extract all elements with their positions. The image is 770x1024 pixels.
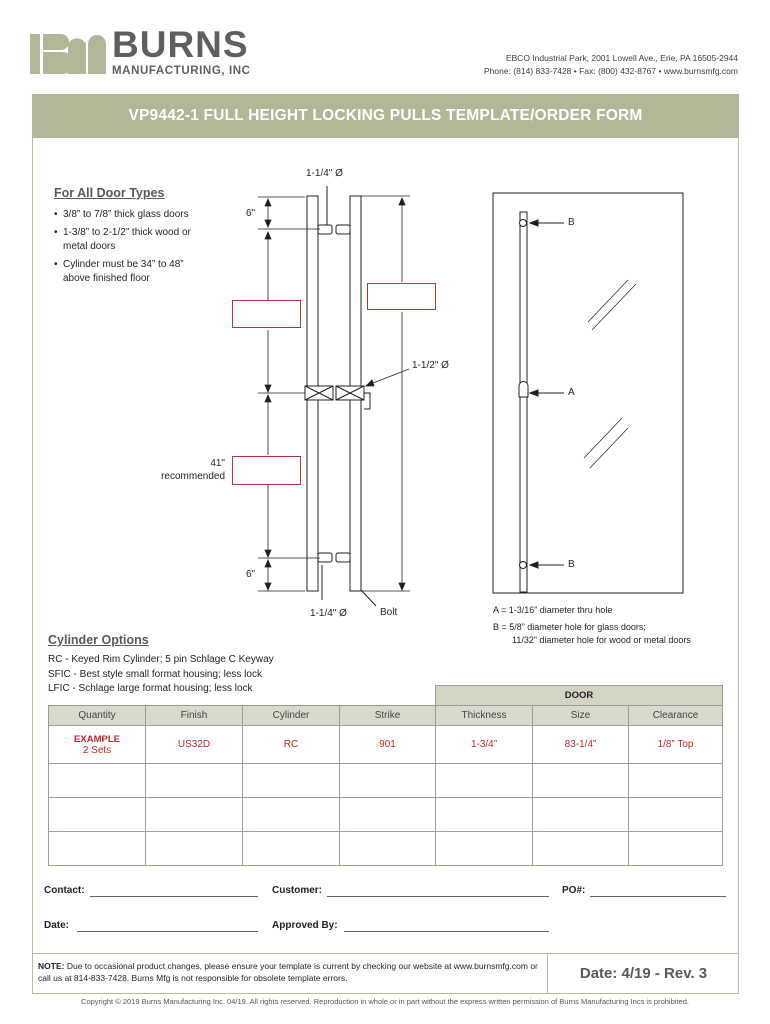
po-label: PO#:	[562, 885, 586, 896]
finish-cell[interactable]	[146, 832, 243, 866]
col-clearance: Clearance	[629, 706, 723, 726]
approved-by-field[interactable]	[344, 931, 549, 932]
bottom-offset-label: 6"	[246, 569, 256, 580]
col-quantity: Quantity	[49, 706, 146, 726]
list-item: • 3/8” to 7/8” thick glass doors	[54, 208, 244, 222]
example-quantity-cell	[49, 726, 146, 764]
template-note	[32, 953, 548, 994]
copyright: Copyright © 2019 Burns Manufacturing Inc. 04/19. All rights reserved. Reproduction in whole or in part without the express written permission of Burns Manufacturing Incs is prohibited.	[81, 997, 689, 1006]
strike-cell[interactable]	[340, 832, 436, 866]
overall-length-entry-box[interactable]	[367, 283, 436, 310]
table-row	[49, 764, 723, 798]
size-cell[interactable]	[533, 764, 629, 798]
example-thickness: 1-3/4”	[436, 726, 533, 764]
cylinder-options-heading: Cylinder Options	[48, 633, 149, 647]
recommended-label: recommended	[161, 471, 225, 482]
table-header-row	[49, 706, 723, 726]
example-quantity: 2 Sets	[82, 744, 112, 756]
hole-b-note: B = 5/8” diameter hole for glass doors;	[493, 622, 646, 632]
table-row	[49, 798, 723, 832]
po-field[interactable]	[590, 896, 726, 897]
table-row	[49, 832, 723, 866]
top-offset-label: 6"	[246, 208, 256, 219]
hole-b-bottom-label: B	[568, 559, 575, 570]
col-cylinder: Cylinder	[243, 706, 340, 726]
col-thickness: Thickness	[436, 706, 533, 726]
lower-entry-box[interactable]	[232, 456, 301, 485]
company-phone-fax-web: Phone: (814) 833-7428 • Fax: (800) 432-8767 • www.burnsmfg.com	[483, 66, 738, 76]
list-item: SFIC - Best style small format housing; less lock	[48, 668, 262, 680]
strike-cell[interactable]	[340, 798, 436, 832]
example-clearance: 1/8” Top	[629, 726, 723, 764]
top-entry-box[interactable]	[232, 300, 301, 328]
date-label: Date:	[44, 920, 70, 931]
door-group-header: DOOR	[436, 686, 723, 706]
example-label: EXAMPLE	[74, 733, 120, 745]
dimension-lines	[258, 196, 410, 591]
pull-handles	[305, 186, 376, 606]
revision-date: Date: 4/19 - Rev. 3	[548, 953, 739, 994]
hole-a-note: A = 1-3/16” diameter thru hole	[493, 605, 613, 615]
quantity-cell[interactable]	[49, 798, 146, 832]
col-strike: Strike	[340, 706, 436, 726]
thickness-cell[interactable]	[436, 764, 533, 798]
size-cell[interactable]	[533, 798, 629, 832]
customer-field[interactable]	[327, 896, 549, 897]
order-table	[48, 685, 723, 866]
bottom-diameter-label: 1-1/4" Ø	[310, 608, 347, 619]
example-strike: 901	[340, 726, 436, 764]
customer-label: Customer:	[272, 885, 323, 896]
cylinder-cell[interactable]	[243, 764, 340, 798]
bolt-label: Bolt	[380, 607, 398, 618]
example-cylinder: RC	[243, 726, 340, 764]
list-item: • 1-3/8” to 2-1/2” thick wood or metal doors	[54, 226, 204, 254]
note-label: NOTE:	[38, 961, 65, 971]
thickness-cell[interactable]	[436, 798, 533, 832]
note-text: Due to occasional product changes, please ensure your template is current by checking our website at www.burnsmfg.com or call us at 814-833-7428. Burns Mfg is not responsible for obsolete template errors.	[38, 961, 538, 983]
date-field[interactable]	[77, 931, 258, 932]
finish-cell[interactable]	[146, 798, 243, 832]
example-size: 83-1/4”	[533, 726, 629, 764]
clearance-cell[interactable]	[629, 798, 723, 832]
hole-b-note-2: 11/32” diameter hole for wood or metal doors	[512, 635, 691, 645]
door-elevation	[493, 193, 683, 593]
approved-by-label: Approved By:	[272, 920, 338, 931]
page-title: VP9442-1 FULL HEIGHT LOCKING PULLS TEMPLATE/ORDER FORM	[32, 94, 739, 138]
mid-diameter-label: 1-1/2" Ø	[412, 360, 449, 371]
company-subtitle: MANUFACTURING, INC	[112, 65, 251, 77]
list-item: RC - Keyed Rim Cylinder; 5 pin Schlage C Keyway	[48, 654, 274, 665]
strike-cell[interactable]	[340, 764, 436, 798]
size-cell[interactable]	[533, 832, 629, 866]
recommended-value-label: 41"	[210, 458, 225, 469]
finish-cell[interactable]	[146, 764, 243, 798]
contact-label: Contact:	[44, 885, 85, 896]
quantity-cell[interactable]	[49, 832, 146, 866]
company-name: BURNS	[112, 24, 249, 65]
clearance-cell[interactable]	[629, 832, 723, 866]
cylinder-cell[interactable]	[243, 832, 340, 866]
col-size: Size	[533, 706, 629, 726]
col-finish: Finish	[146, 706, 243, 726]
hole-a-label: A	[568, 387, 575, 398]
top-diameter-label: 1-1/4" Ø	[306, 168, 343, 179]
clearance-cell[interactable]	[629, 764, 723, 798]
list-item: • Cylinder must be 34” to 48” above finished floor	[54, 258, 204, 286]
company-address: EBCO Industrial Park, 2001 Lowell Ave., Erie, PA 16505-2944	[505, 53, 738, 63]
quantity-cell[interactable]	[49, 764, 146, 798]
contact-field[interactable]	[90, 896, 258, 897]
thickness-cell[interactable]	[436, 832, 533, 866]
list-item: LFIC - Schlage large format housing; less lock	[48, 683, 253, 694]
example-row	[49, 726, 723, 764]
example-finish: US32D	[146, 726, 243, 764]
cylinder-cell[interactable]	[243, 798, 340, 832]
hole-b-top-label: B	[568, 217, 575, 228]
door-types-heading: For All Door Types	[54, 186, 165, 200]
